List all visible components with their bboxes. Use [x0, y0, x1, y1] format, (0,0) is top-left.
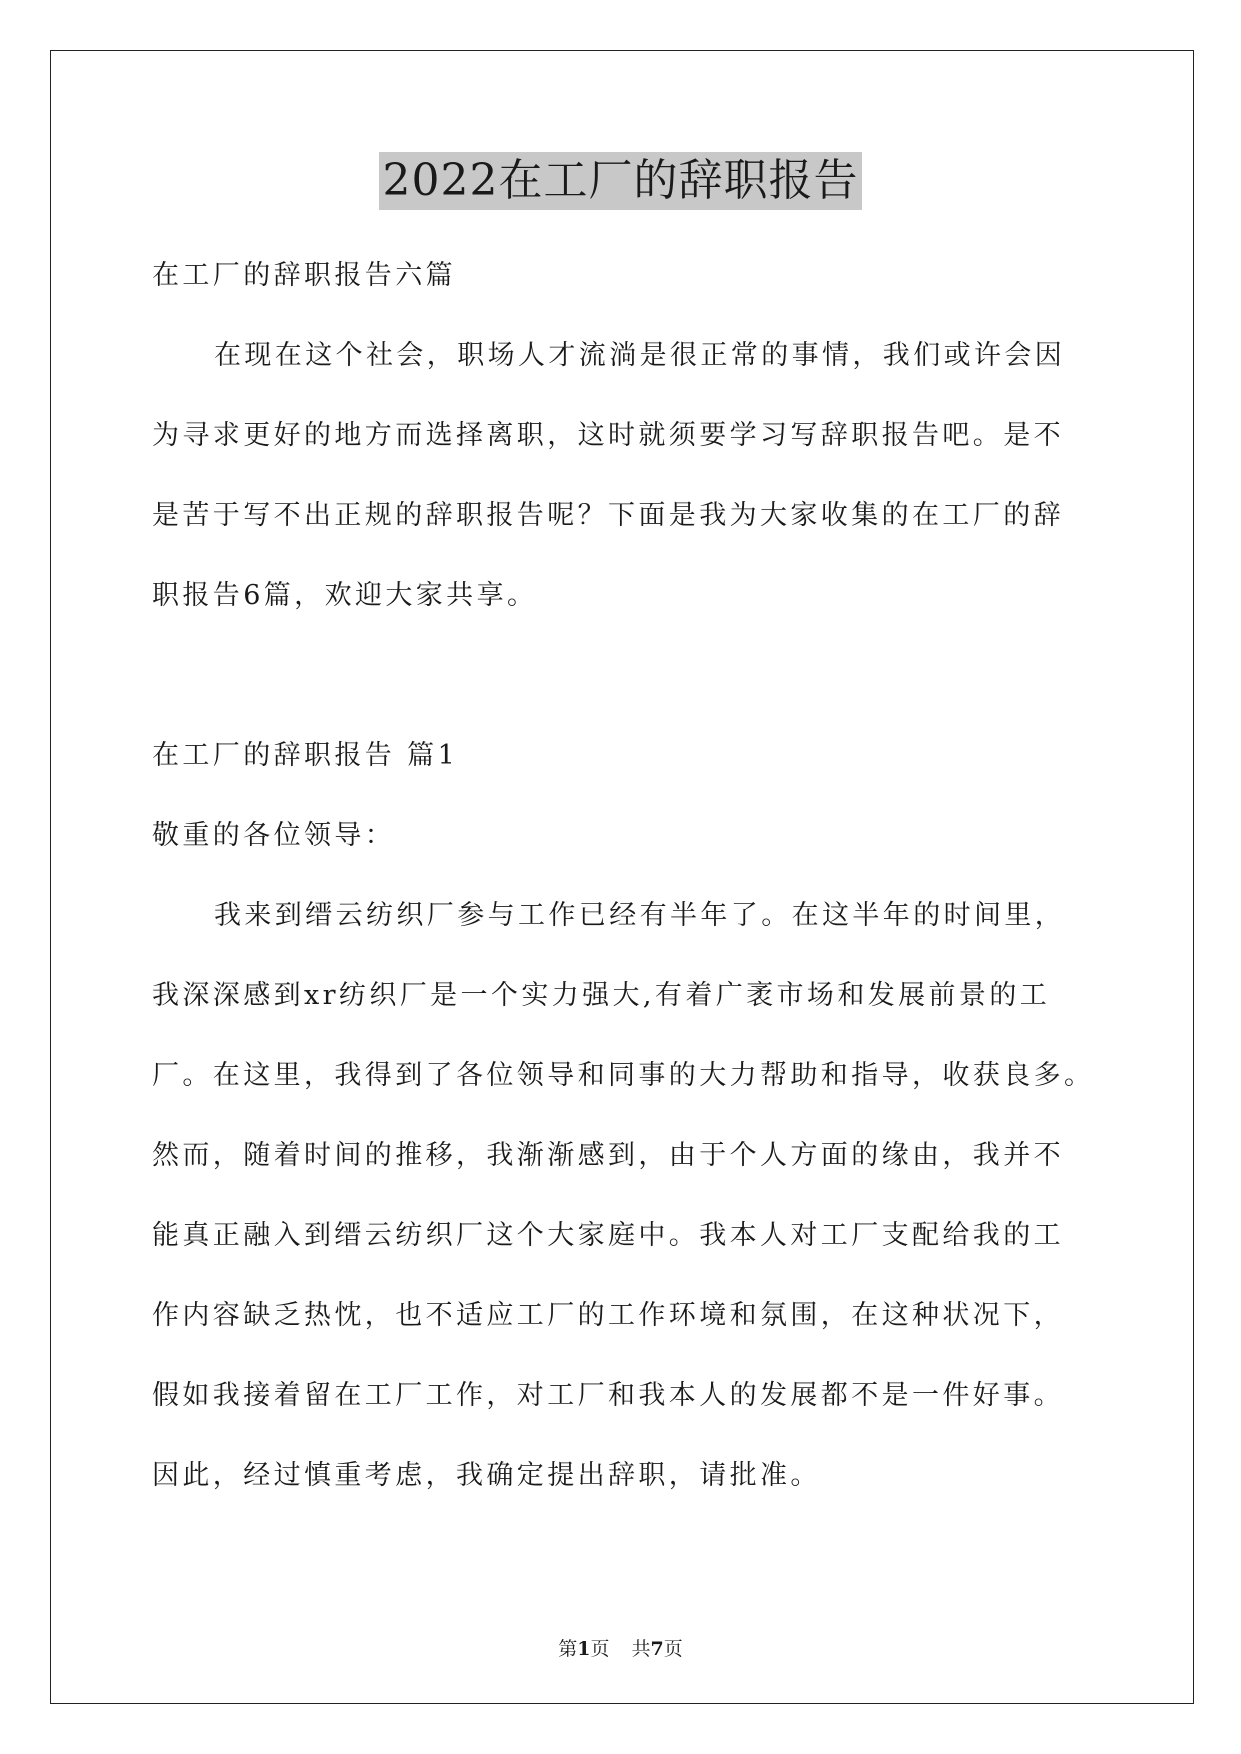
body-line: 厂。在这里，我得到了各位领导和同事的大力帮助和指导，收获良多。	[152, 1060, 1095, 1091]
intro-line: 为寻求更好的地方而选择离职，这时就须要学习写辞职报告吧。是不	[152, 420, 1064, 451]
body-line: 假如我接着留在工厂工作，对工厂和我本人的发展都不是一件好事。	[152, 1380, 1064, 1411]
section-heading: 在工厂的辞职报告 篇1	[152, 740, 459, 771]
total-pages: 7	[650, 1638, 664, 1660]
body-line: 能真正融入到缙云纺织厂这个大家庭中。我本人对工厂支配给我的工	[152, 1220, 1064, 1251]
body-line: 作内容缺乏热忱，也不适应工厂的工作环境和氛围，在这种状况下，	[152, 1300, 1064, 1331]
salutation: 敬重的各位领导：	[152, 820, 396, 851]
body-line: 我深深感到xr纺织厂是一个实力强大,有着广袤市场和发展前景的工	[152, 980, 1051, 1011]
total-suffix: 页	[663, 1638, 683, 1660]
body-line: 我来到缙云纺织厂参与工作已经有半年了。在这半年的时间里，	[214, 900, 1066, 931]
page-footer	[0, 1634, 1241, 1661]
page-suffix: 页	[590, 1638, 610, 1660]
paragraph-gap	[152, 636, 1092, 716]
document-subtitle: 在工厂的辞职报告六篇	[152, 260, 456, 291]
page-prefix: 第	[558, 1638, 578, 1660]
total-prefix: 共	[631, 1638, 651, 1660]
intro-line: 是苦于写不出正规的辞职报告呢？下面是我为大家收集的在工厂的辞	[152, 500, 1064, 531]
body-line: 然而，随着时间的推移，我渐渐感到，由于个人方面的缘由，我并不	[152, 1140, 1064, 1171]
document-title: 2022在工厂的辞职报告	[379, 152, 863, 210]
title-container	[0, 152, 1241, 210]
page-number: 1	[577, 1638, 591, 1660]
document-body	[152, 236, 1095, 1516]
intro-line: 职报告6篇，欢迎大家共享。	[152, 580, 538, 611]
body-line: 因此，经过慎重考虑，我确定提出辞职，请批准。	[152, 1460, 821, 1491]
intro-line: 在现在这个社会，职场人才流淌是很正常的事情，我们或许会因	[214, 340, 1066, 371]
